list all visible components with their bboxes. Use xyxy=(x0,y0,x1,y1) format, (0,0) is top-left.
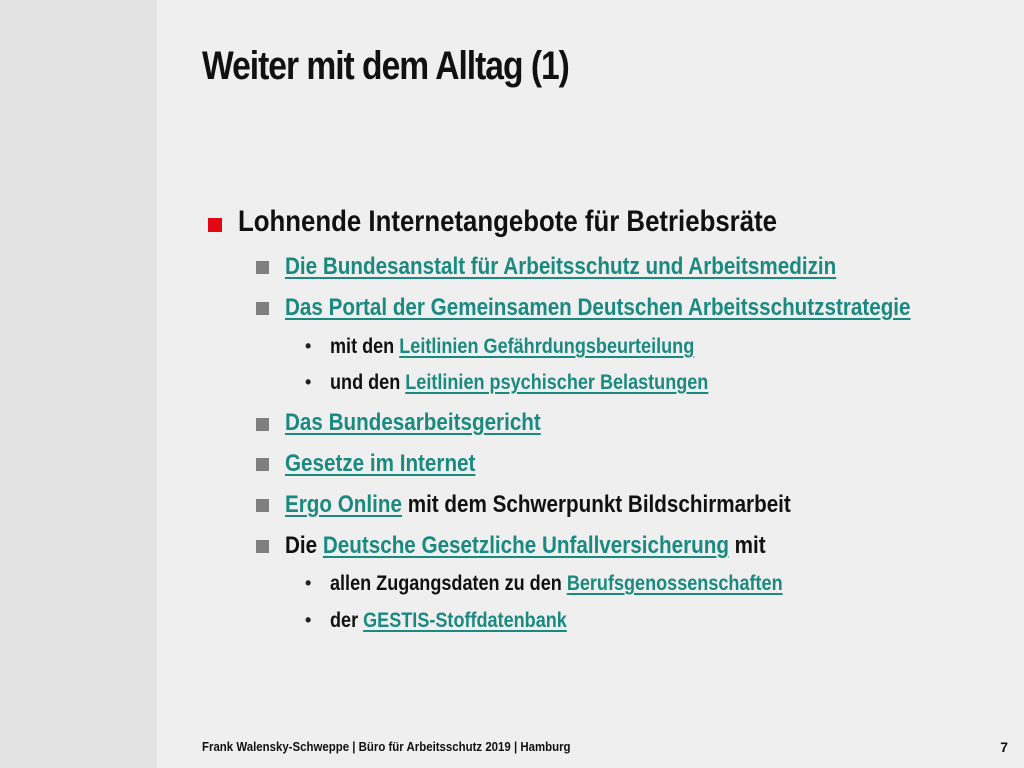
list-item-suffix: mit dem Schwerpunkt Bildschirmarbeit xyxy=(407,491,791,518)
section-heading: Lohnende Internetangebote für Betriebsräte xyxy=(238,205,778,238)
sub-item-prefix: allen Zugangsdaten zu den xyxy=(330,572,562,595)
slide-title: Weiter mit dem Alltag (1) xyxy=(202,44,569,88)
square-bullet-icon xyxy=(256,540,269,553)
square-bullet-icon xyxy=(256,261,269,274)
link-dguv[interactable]: Deutsche Gesetzliche Unfallversicherung xyxy=(322,532,729,559)
link-gesetze-im-internet[interactable]: Gesetze im Internet xyxy=(285,450,476,477)
list-item xyxy=(285,450,475,478)
link-gda-portal[interactable]: Das Portal der Gemeinsamen Deutschen Arbeitsschutzstrategie xyxy=(285,294,911,321)
sub-list-item xyxy=(330,371,708,395)
slide-footer: Frank Walensky-Schweppe | Büro für Arbeitsschutz 2019 | Hamburg xyxy=(202,739,571,754)
dot-bullet-icon: • xyxy=(305,372,312,392)
sub-list-item xyxy=(330,609,567,633)
square-bullet-icon xyxy=(208,218,222,232)
dot-bullet-icon: • xyxy=(305,610,312,630)
list-item-suffix: mit xyxy=(734,532,766,559)
link-bundesarbeitsgericht[interactable]: Das Bundesarbeitsgericht xyxy=(285,409,541,436)
link-gestis-stoffdatenbank[interactable]: GESTIS-Stoffdatenbank xyxy=(363,609,567,632)
list-item-prefix: Die xyxy=(285,532,318,559)
square-bullet-icon xyxy=(256,458,269,471)
list-item xyxy=(285,294,911,322)
list-item xyxy=(285,532,766,560)
sub-list-item xyxy=(330,335,694,359)
sub-item-prefix: und den xyxy=(330,371,401,394)
list-item xyxy=(285,253,836,281)
square-bullet-icon xyxy=(256,302,269,315)
list-item xyxy=(285,409,541,437)
sub-item-prefix: mit den xyxy=(330,335,395,358)
dot-bullet-icon: • xyxy=(305,336,312,356)
link-baua[interactable]: Die Bundesanstalt für Arbeitsschutz und Arbeitsmedizin xyxy=(285,253,837,280)
link-leitlinien-gefaehrdungsbeurteilung[interactable]: Leitlinien Gefährdungsbeurteilung xyxy=(399,335,695,358)
sub-list-item xyxy=(330,572,783,596)
link-leitlinien-psychische-belastungen[interactable]: Leitlinien psychischer Belastungen xyxy=(405,371,709,394)
link-ergo-online[interactable]: Ergo Online xyxy=(285,491,402,518)
link-berufsgenossenschaften[interactable]: Berufsgenossenschaften xyxy=(566,572,783,595)
square-bullet-icon xyxy=(256,499,269,512)
list-item xyxy=(285,491,791,519)
square-bullet-icon xyxy=(256,418,269,431)
sub-item-prefix: der xyxy=(330,609,359,632)
page-number: 7 xyxy=(1000,739,1008,755)
dot-bullet-icon: • xyxy=(305,573,312,593)
